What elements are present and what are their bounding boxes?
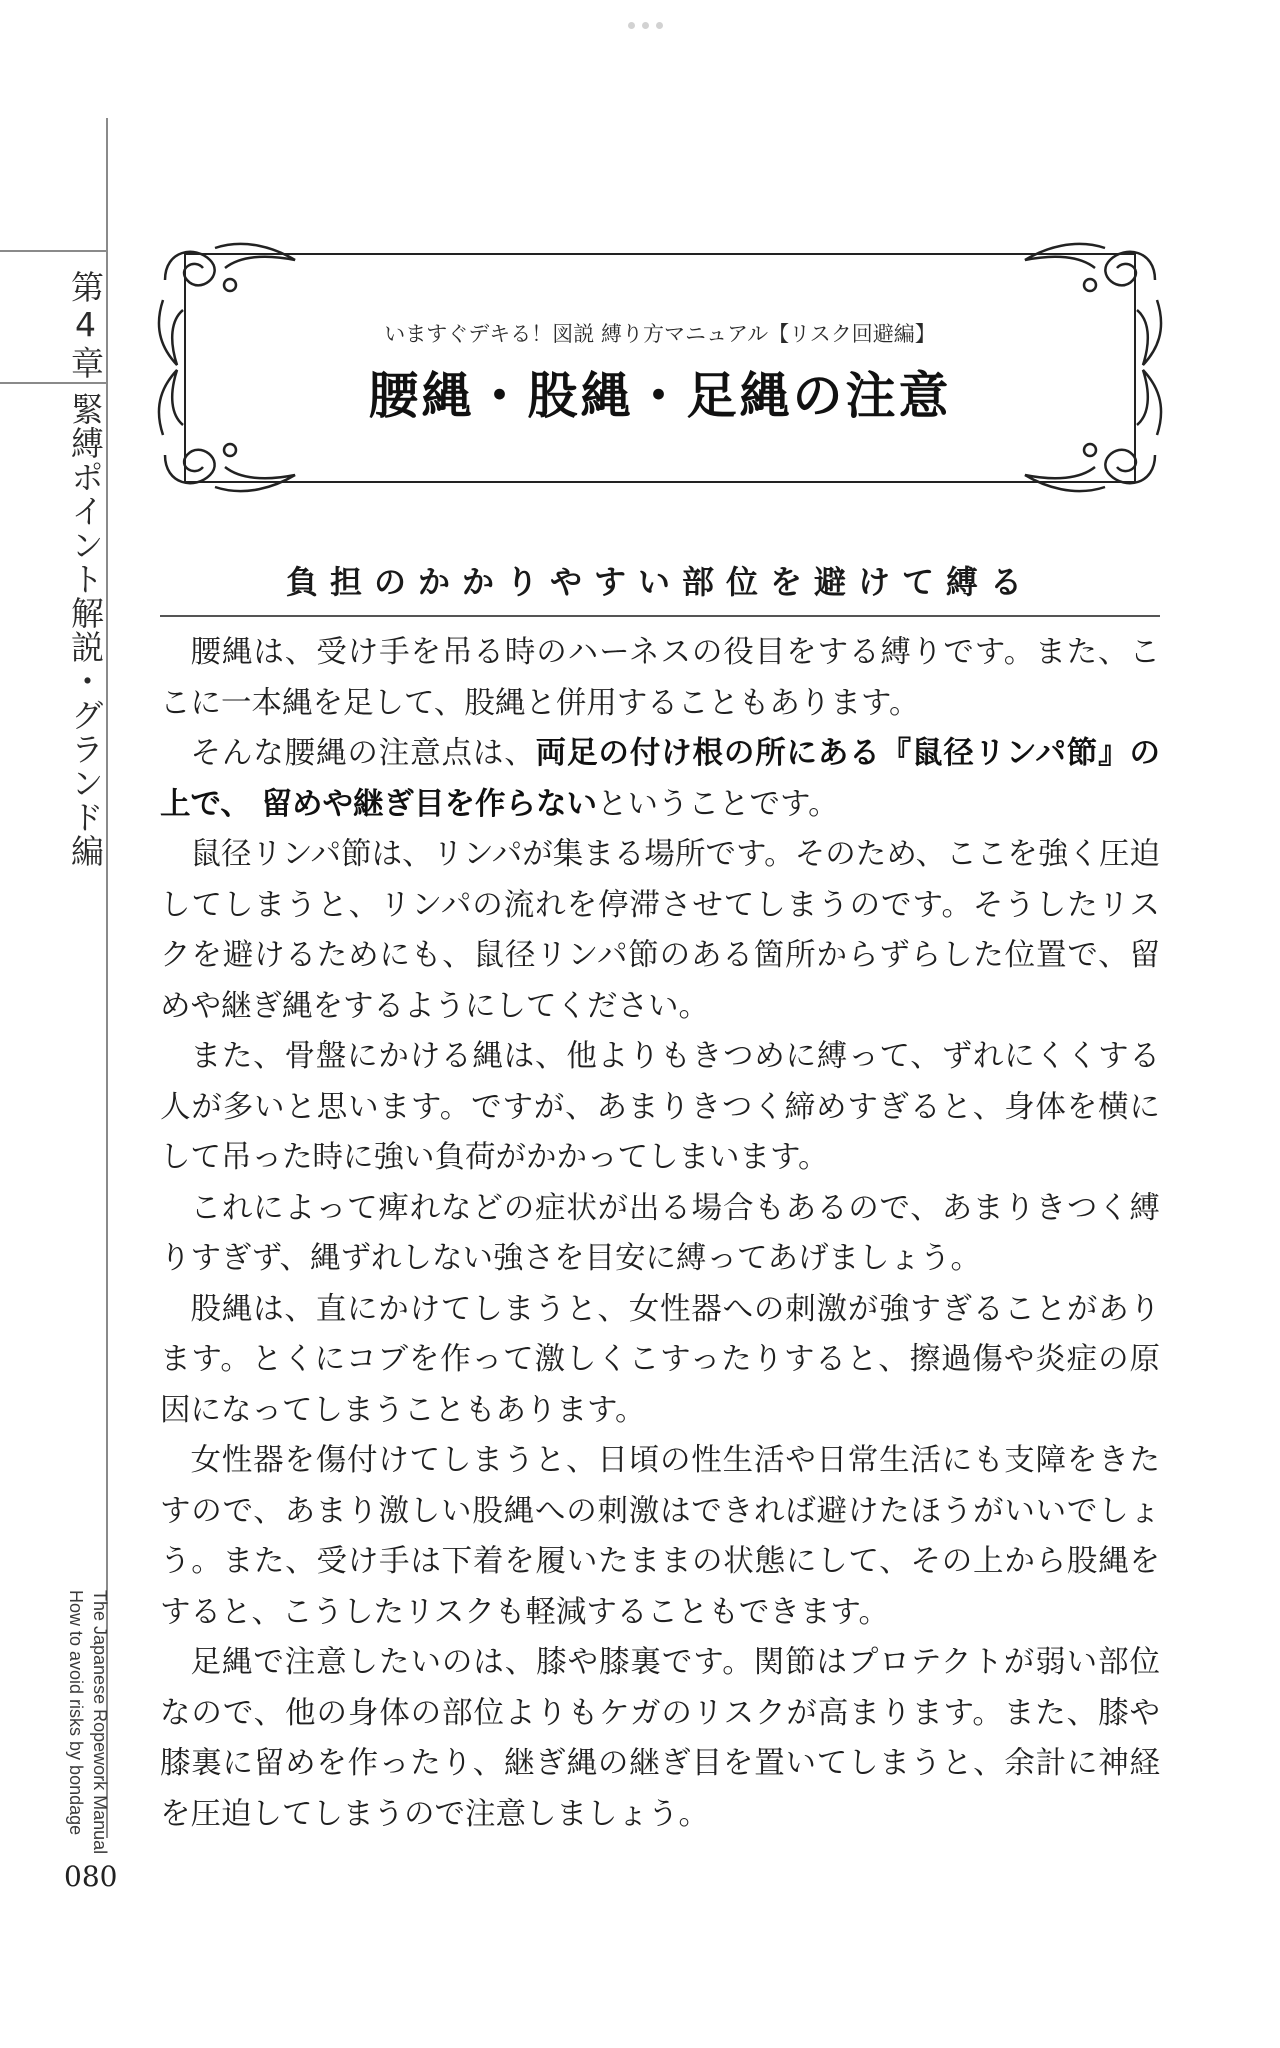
- paragraph-6: 股縄は、直にかけてしまうと、女性器への刺激が強すぎることがあります。とくにコブを作って激しくこすったりすると、擦過傷や炎症の原因になってしまうこともあります。: [160, 1291, 1160, 1428]
- paragraph-2-emphasis: 両足の付け根の所にある『鼠径リンパ節』の上で、 留めや継ぎ目を作らない: [160, 736, 1161, 822]
- section-divider: [160, 615, 1160, 617]
- paragraph-2-tail: ということです。: [597, 786, 839, 822]
- paragraph-1: 腰縄は、受け手を吊る時のハーネスの役目をする縛りです。また、ここに一本縄を足して、股縄と併用することもあります。: [160, 635, 1160, 721]
- series-title: いますぐデキる！図説 縛り方マニュアル【リスク回避編】: [384, 322, 936, 346]
- paragraph-8: 足縄で注意したいのは、膝や膝裏です。関節はプロテクトが弱い部位なので、他の身体の部位よりもケガのリスクが高まります。また、膝や膝裏に留めを作ったり、継ぎ縄の継ぎ目を置いてしまうと、余計に神経を圧迫してしまうので注意しましょう。: [160, 1645, 1160, 1832]
- article-body: [160, 628, 1160, 1840]
- paragraph-7: 女性器を傷付けてしまうと、日頃の性生活や日常生活にも支障をきたすので、あまり激しい股縄への刺激はできれば避けたほうがいいでしょう。また、受け手は下着を履いたままの状態にして、その上から股縄をすると、こうしたリスクも軽減することもできます。: [160, 1443, 1160, 1630]
- english-line-1: The Japanese Ropework Manual: [90, 1590, 110, 1855]
- chapter-label: 第4章: [66, 270, 105, 381]
- paragraph-2-lead: そんな腰縄の注意点は、: [190, 736, 536, 771]
- english-line-2: How to avoid risks by bondage: [66, 1590, 86, 1836]
- paragraph-3: 鼠径リンパ節は、リンパが集まる場所です。そのため、ここを強く圧迫してしまうと、リンパの流れを停滞させてしまうのです。そうしたリスクを避けるためにも、鼠径リンパ節のある箇所からずらした位置で、留めや継ぎ縄をするようにしてください。: [160, 837, 1160, 1024]
- chapter-title: 緊縛ポイント解説・グランド編: [66, 392, 105, 868]
- page-title: 腰縄・股縄・足縄の注意: [368, 367, 952, 425]
- page-indicator-dots: [628, 22, 663, 29]
- paragraph-5: これによって痺れなどの症状が出る場合もあるので、あまりきつく縛りすぎず、縄ずれしない強さを目安に縛ってあげましょう。: [160, 1190, 1160, 1276]
- english-subtitle: [64, 1590, 112, 1854]
- section-heading: 負担のかかりやすい部位を避けて縛る: [285, 563, 1034, 601]
- paragraph-2: [160, 729, 1160, 830]
- paragraph-4: また、骨盤にかける縄は、他よりもきつめに縛って、ずれにくくする人が多いと思います。ですが、あまりきつく締めすぎると、身体を横にして吊った時に強い負荷がかかってしまいます。: [160, 1039, 1160, 1175]
- page-number: 080: [64, 1860, 118, 1893]
